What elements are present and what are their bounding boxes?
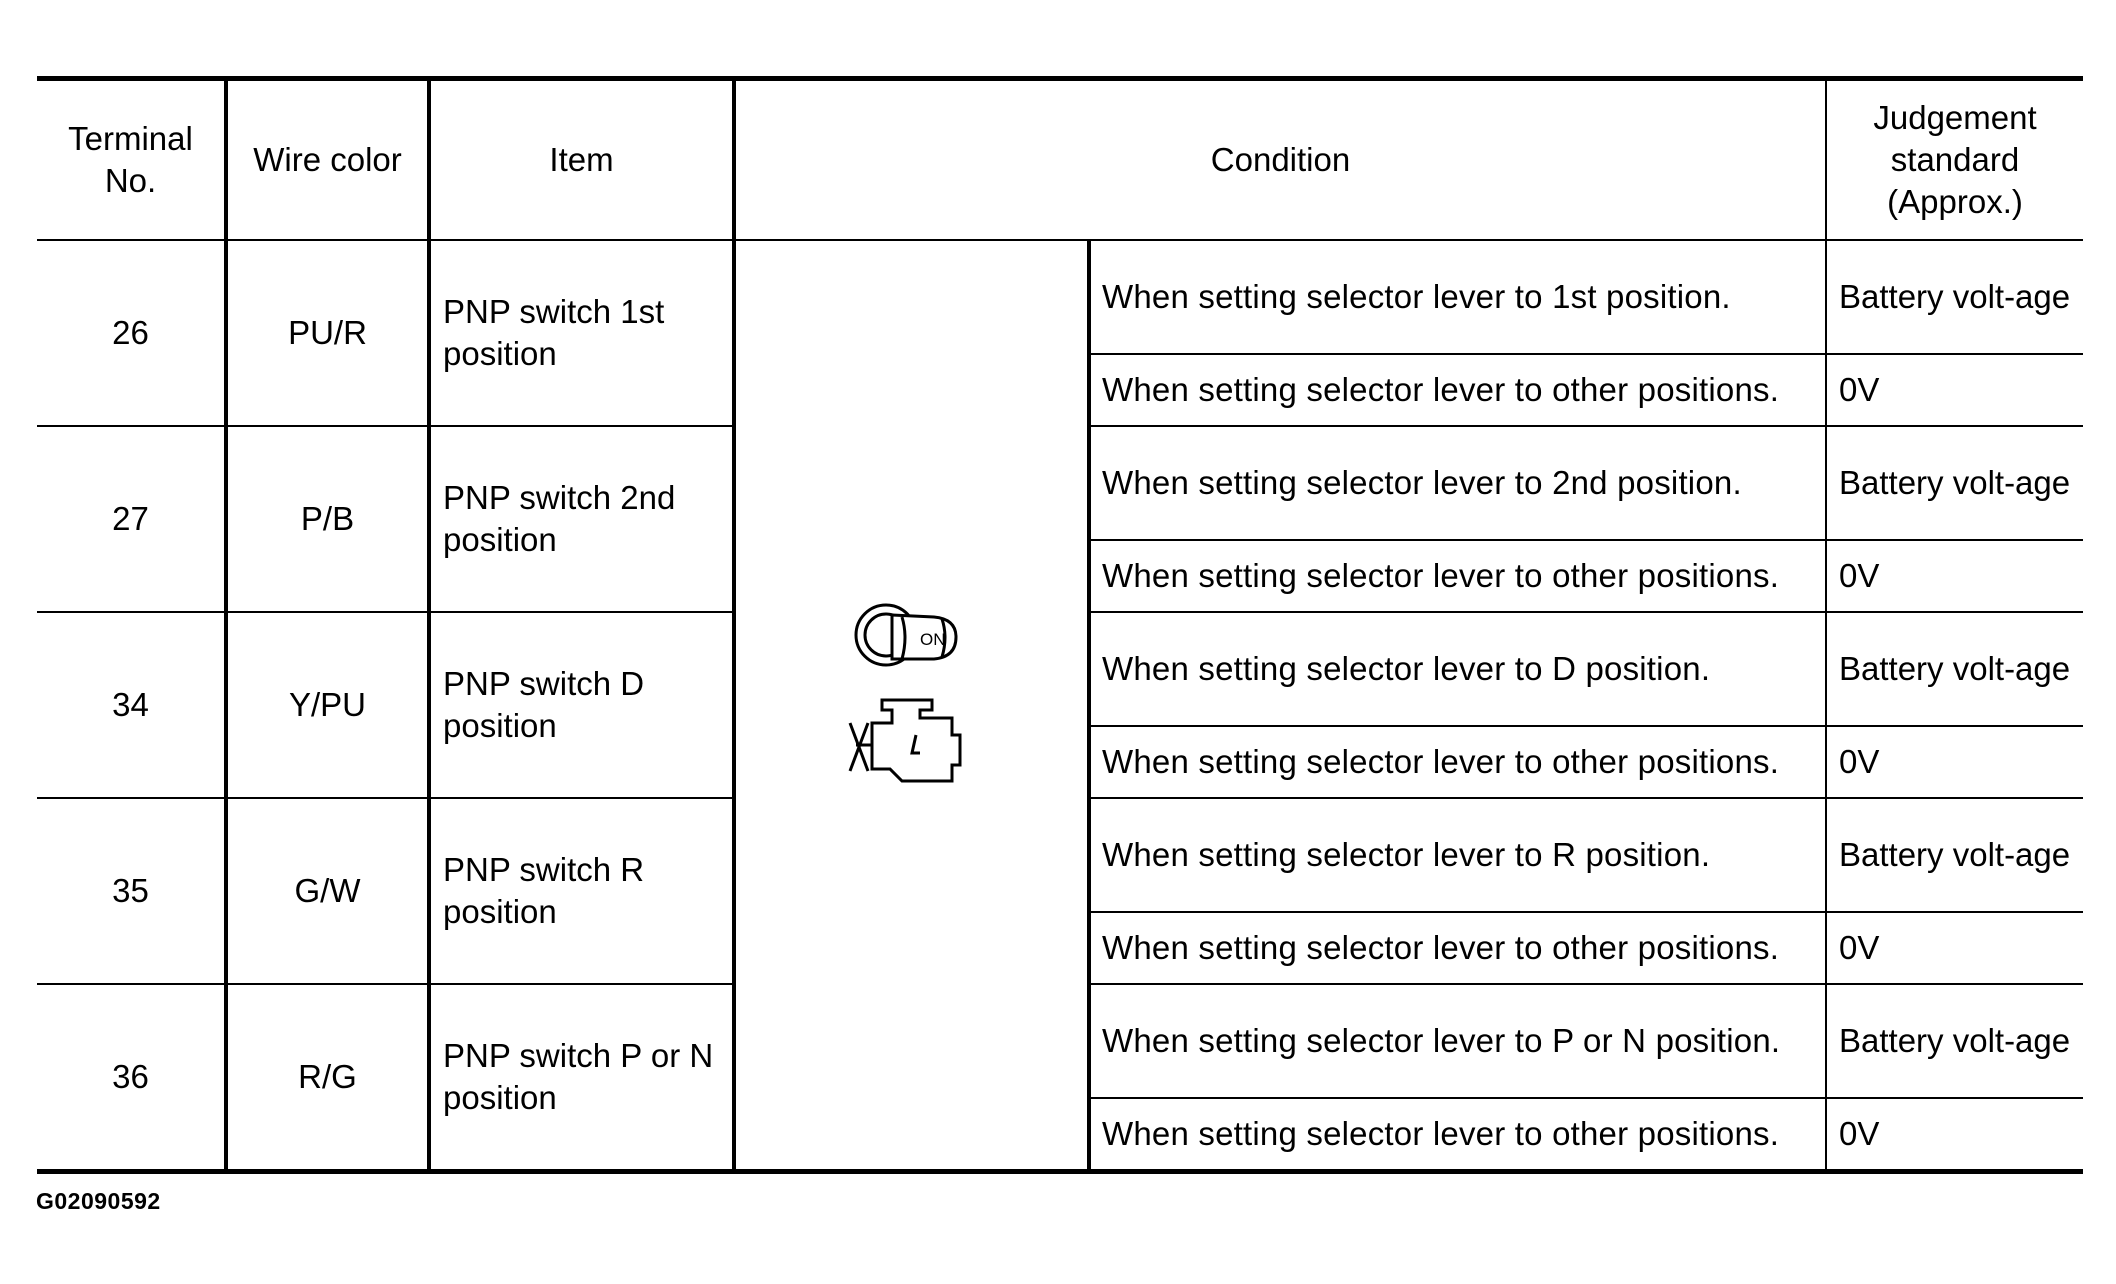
condition-text: When setting selector lever to other positions. [1089, 354, 1826, 426]
terminal-spec-table [37, 76, 2083, 1174]
terminal-no: 27 [37, 426, 226, 612]
condition-text: When setting selector lever to P or N position. [1089, 984, 1826, 1098]
header-item: Item [429, 79, 734, 241]
judgement-value: Battery volt-age [1826, 798, 2083, 912]
judgement-value: 0V [1826, 726, 2083, 798]
judgement-value: Battery volt-age [1826, 240, 2083, 354]
judgement-value: 0V [1826, 1098, 2083, 1172]
figure-code: G02090592 [36, 1188, 161, 1214]
terminal-no: 35 [37, 798, 226, 984]
wire-color: Y/PU [226, 612, 429, 798]
wire-color: R/G [226, 984, 429, 1172]
svg-text:ON: ON [919, 630, 945, 649]
item-label: PNP switch R position [429, 798, 734, 984]
condition-text: When setting selector lever to other positions. [1089, 726, 1826, 798]
table-row [37, 240, 2083, 354]
wire-color: P/B [226, 426, 429, 612]
ignition-key-on-icon [856, 605, 956, 665]
engine-icon [850, 700, 960, 781]
condition-text: When setting selector lever to other positions. [1089, 1098, 1826, 1172]
condition-text: When setting selector lever to 1st position. [1089, 240, 1826, 354]
item-label: PNP switch 2nd position [429, 426, 734, 612]
condition-text: When setting selector lever to other positions. [1089, 540, 1826, 612]
terminal-no: 34 [37, 612, 226, 798]
item-label: PNP switch 1st position [429, 240, 734, 426]
condition-icons [842, 585, 982, 815]
header-condition: Condition [734, 79, 1826, 241]
terminal-no: 36 [37, 984, 226, 1172]
judgement-value: Battery volt-age [1826, 984, 2083, 1098]
condition-text: When setting selector lever to other positions. [1089, 912, 1826, 984]
judgement-value: 0V [1826, 540, 2083, 612]
wire-color: PU/R [226, 240, 429, 426]
header-terminal-no: Terminal No. [37, 79, 226, 241]
condition-text: When setting selector lever to D position. [1089, 612, 1826, 726]
wire-color: G/W [226, 798, 429, 984]
condition-text: When setting selector lever to 2nd position. [1089, 426, 1826, 540]
ignition-on-engine-icon-group [842, 585, 982, 815]
header-wire-color: Wire color [226, 79, 429, 241]
item-label: PNP switch P or N position [429, 984, 734, 1172]
judgement-value: 0V [1826, 912, 2083, 984]
judgement-value: Battery volt-age [1826, 426, 2083, 540]
terminal-no: 26 [37, 240, 226, 426]
condition-icon-cell [734, 240, 1089, 1172]
header-judgement-standard: Judgement standard (Approx.) [1826, 79, 2083, 241]
condition-text: When setting selector lever to R position. [1089, 798, 1826, 912]
item-label: PNP switch D position [429, 612, 734, 798]
judgement-value: Battery volt-age [1826, 612, 2083, 726]
header-row [37, 79, 2083, 241]
judgement-value: 0V [1826, 354, 2083, 426]
